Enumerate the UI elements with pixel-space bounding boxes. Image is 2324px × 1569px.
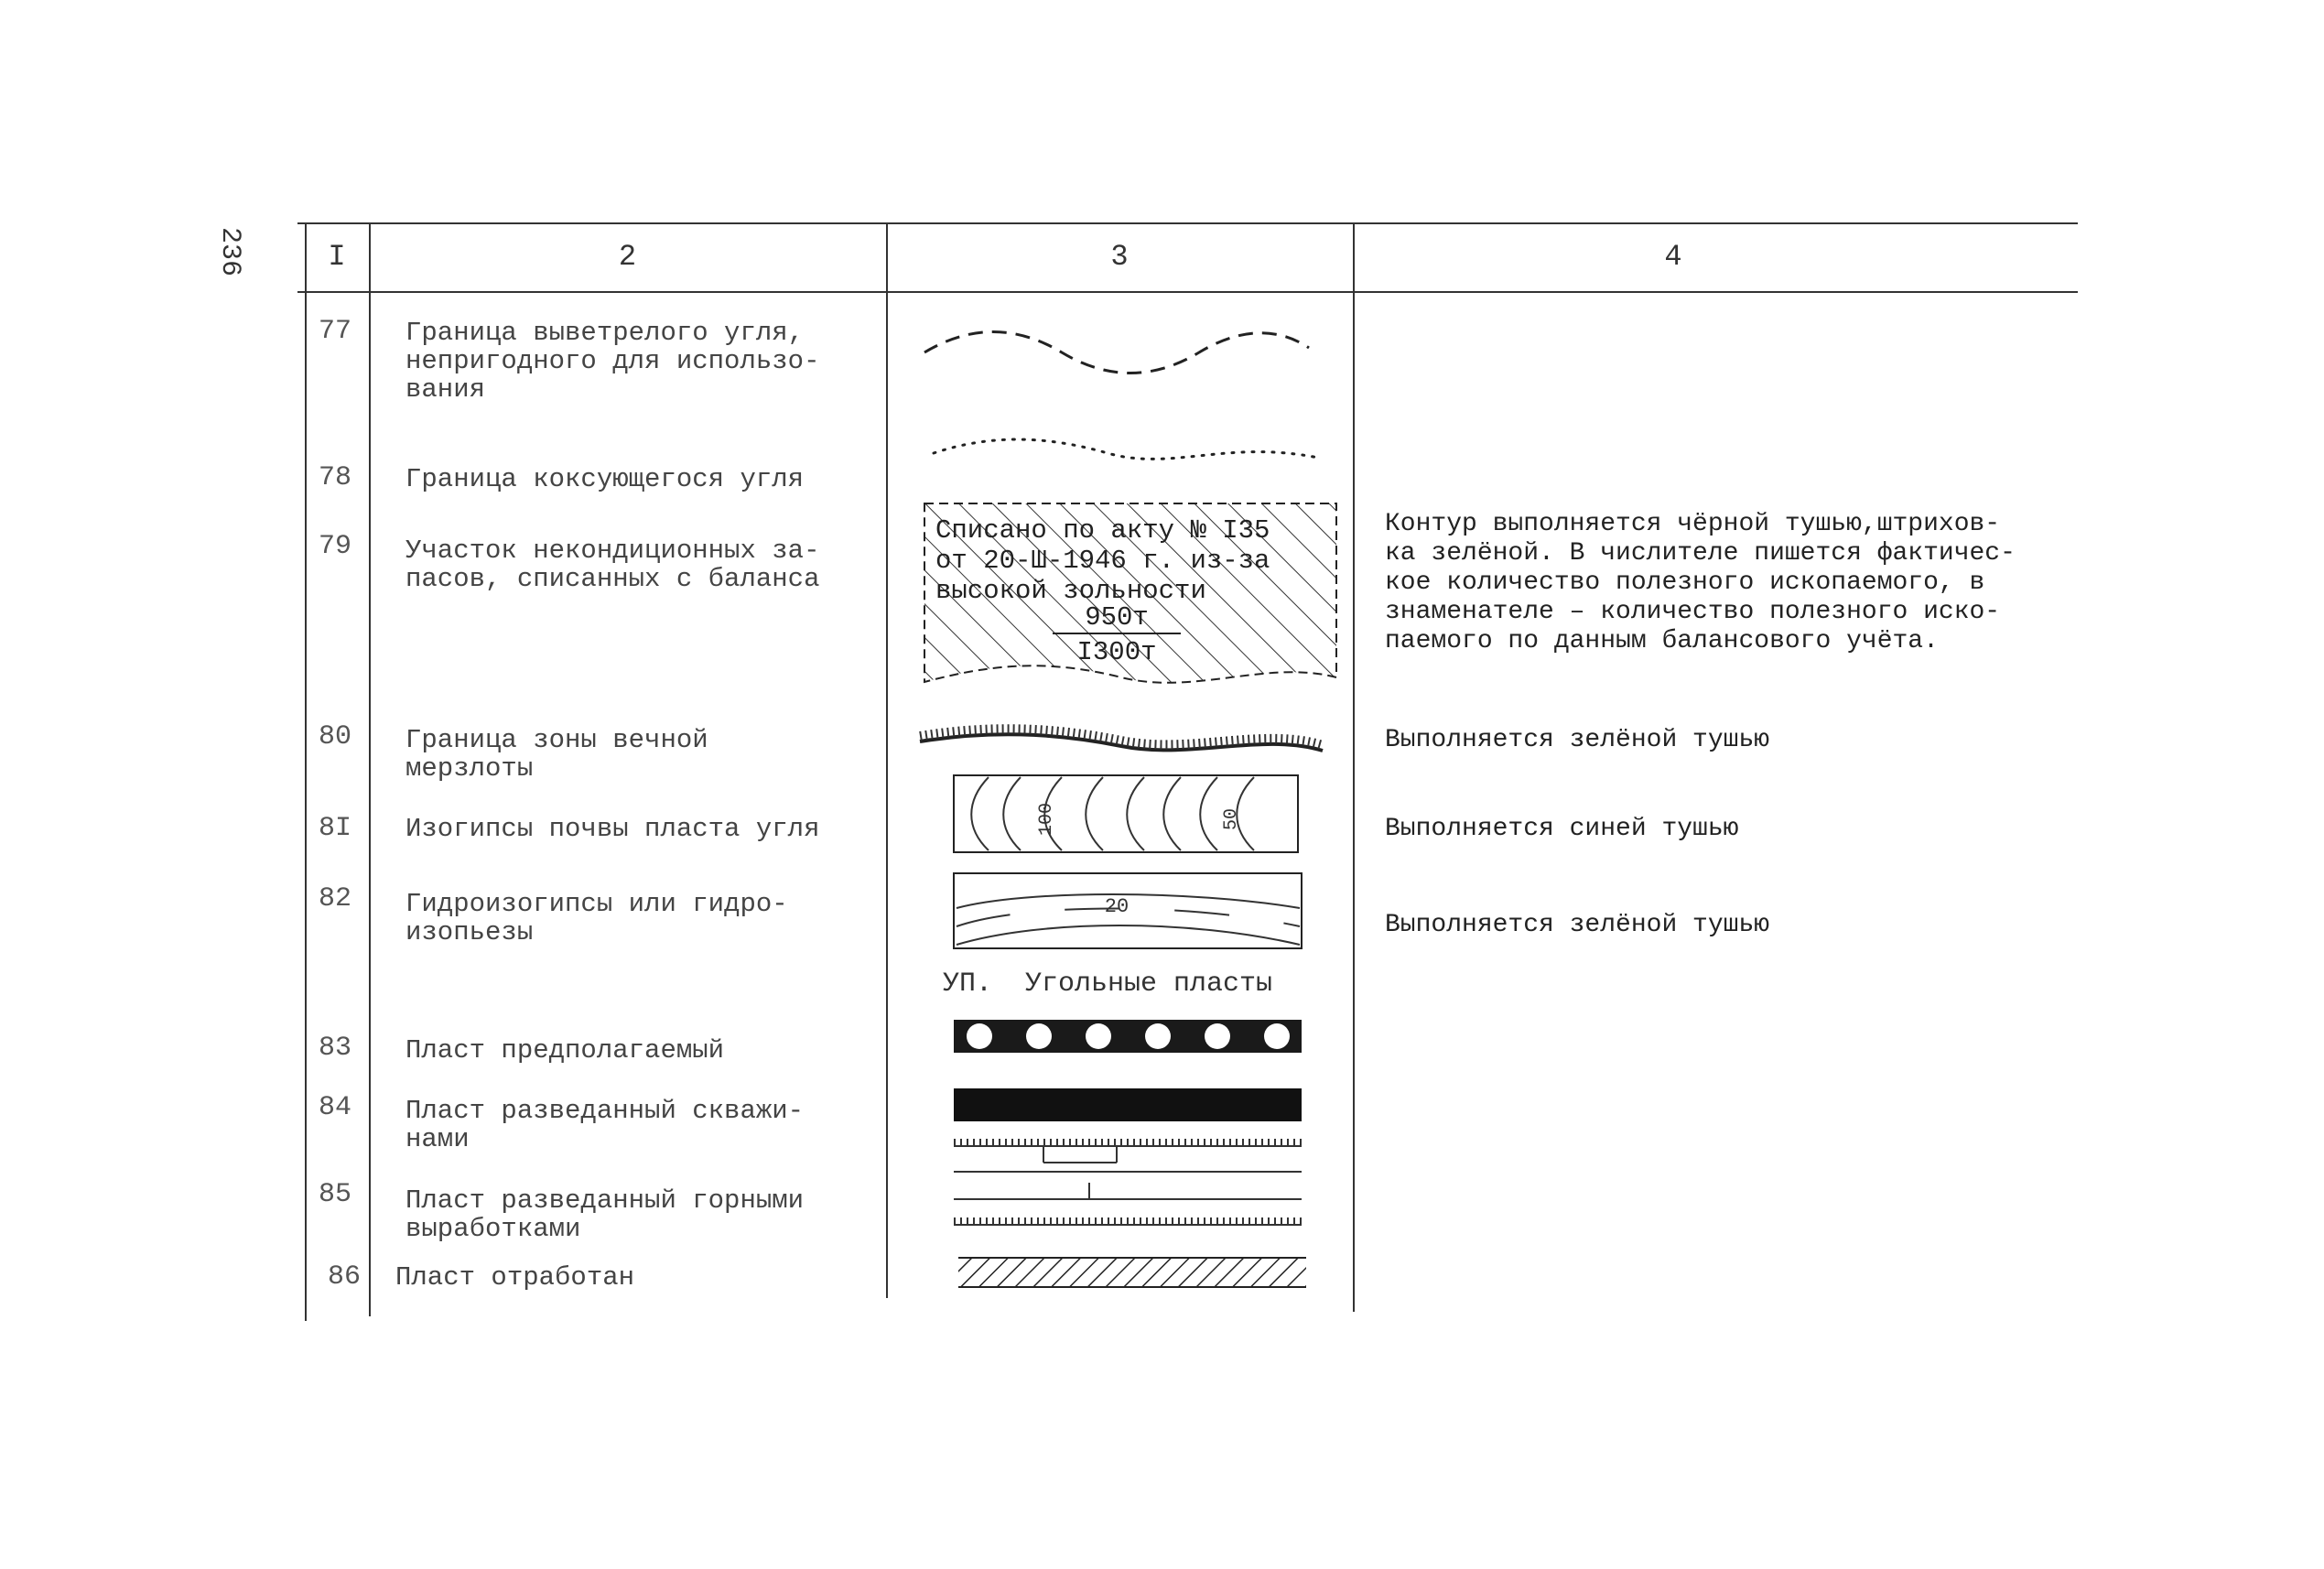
header-col-4: 4 xyxy=(1664,240,1682,274)
table-top-border xyxy=(297,222,2078,224)
header-col-3: 3 xyxy=(1110,240,1129,274)
coal-seam-isohypses-symbol xyxy=(952,774,1300,854)
row-name: Граница зоны вечной мерзлоты xyxy=(405,725,708,784)
hydroisohypses-symbol xyxy=(952,871,1304,950)
row-number: 8I xyxy=(319,813,352,844)
row-number: 86 xyxy=(328,1261,362,1293)
row-note: Контур выполняется чёрной тушью,штрихов- ка зелёной. В числителе пишется фактичес- кое количество полезного ископаемого, в знаменателе – количество полезного иско- паемого по данным балансового учёта. xyxy=(1385,510,2016,655)
row-note: Выполняется синей тушью xyxy=(1385,815,1739,843)
row-name: Пласт отработан xyxy=(395,1262,635,1293)
row-note: Выполняется зелёной тушью xyxy=(1385,911,1770,939)
seam-explored-boreholes-symbol xyxy=(952,1085,1304,1125)
header-bottom-border xyxy=(297,291,2078,293)
worked-out-seam-symbol xyxy=(957,1254,1309,1291)
hydro-label: 20 xyxy=(1104,895,1130,918)
row-number: 85 xyxy=(319,1179,352,1210)
row-name: Гидроизогипсы или гидро- изопьезы xyxy=(405,889,788,947)
header-col-2: 2 xyxy=(618,240,637,274)
column-divider-1 xyxy=(369,222,371,1316)
assumed-seam-symbol xyxy=(952,1016,1304,1056)
section-caption: УП. Угольные пласты xyxy=(943,968,1273,1000)
row-number: 82 xyxy=(319,883,352,914)
row-name: Граница выветрелого угля, непригодного для использо- вания xyxy=(405,318,820,405)
row-number: 78 xyxy=(319,462,352,493)
stamp-denominator: I300т xyxy=(1076,637,1157,667)
isohypse-label-a: 100 xyxy=(1036,802,1057,837)
isohypse-label-b: 50 xyxy=(1221,807,1242,831)
weathered-coal-boundary-symbol xyxy=(915,320,1318,384)
row-name: Изогипсы почвы пласта угля xyxy=(405,814,820,844)
row-number: 77 xyxy=(319,316,352,347)
row-name: Пласт разведанный скважи- нами xyxy=(405,1096,805,1154)
row-name: Пласт разведанный горными выработками xyxy=(405,1185,805,1244)
row-number: 84 xyxy=(319,1092,352,1123)
row-number: 80 xyxy=(319,721,352,752)
stamp-text: Списано по акту № I35 от 20-Ш-1946 г. из-за высокой зольности xyxy=(935,515,1270,606)
header-col-1: I xyxy=(328,240,346,274)
page-number: 236 xyxy=(214,227,245,277)
stamp-numerator: 950т xyxy=(1053,602,1181,634)
row-name: Граница коксующегося угля xyxy=(405,464,805,494)
row-number: 79 xyxy=(319,531,352,562)
column-divider-2 xyxy=(886,222,888,1298)
row-number: 83 xyxy=(319,1033,352,1064)
seam-explored-workings-symbol xyxy=(952,1135,1309,1236)
column-divider-3 xyxy=(1353,222,1355,1312)
row-name: Пласт предполагаемый xyxy=(405,1035,725,1066)
column-divider-left xyxy=(305,222,307,1321)
row-note: Выполняется зелёной тушью xyxy=(1385,726,1770,754)
coking-coal-boundary-symbol xyxy=(924,426,1327,471)
row-name: Участок некондиционных за- пасов, списанных с баланса xyxy=(405,536,820,594)
permafrost-boundary-symbol xyxy=(915,723,1327,769)
